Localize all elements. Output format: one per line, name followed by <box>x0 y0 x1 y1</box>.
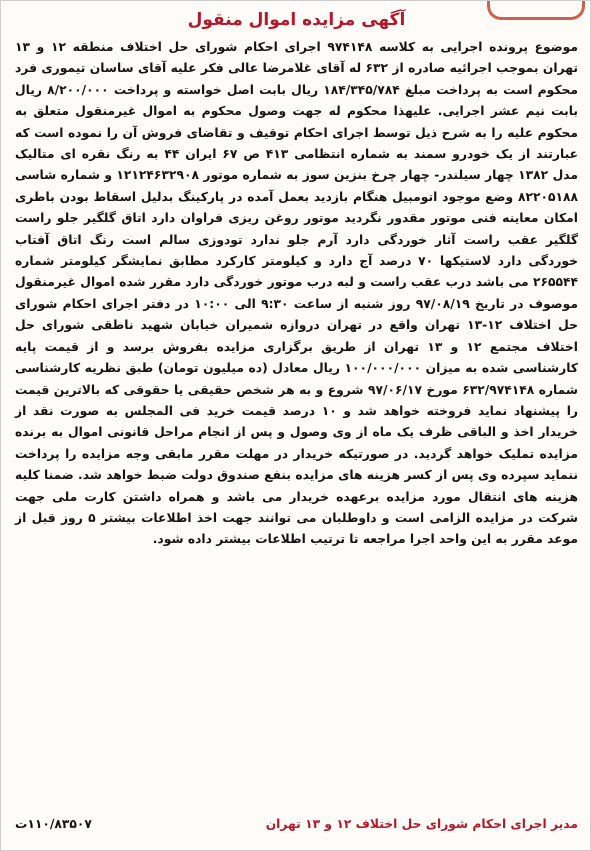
signature-line: مدیر اجرای احکام شورای حل اختلاف ۱۲ و ۱۳ تهران <box>265 817 578 831</box>
notice-body-paragraph: موضوع پرونده اجرایی به کلاسه ۹۷۴۱۴۸ اجرای احکام شورای حل اختلاف منطقه ۱۲ و ۱۳ تهران بموجب اجرائیه صادره از ۶۳۲ له آقای غلامرضا عالی فکر علیه آقای ساسان تیموری فرد محکوم است به پرداخت مبلغ ۱۸۴/۳۴۵/۷۸۴ ریال بابت اصل خواسته و پرداخت ۸/۲۰۰/۰۰۰ ریال بابت نیم عشر اجرایی. علیهذا محکوم له جهت وصول محکوم به اموال غیرمنقول متعلق به محکوم علیه را به شرح ذیل توسط اجرای احکام توقیف و تقاضای فروش آن را نموده است که عبارتند از یک خودرو سمند به شماره انتظامی ۴۱۳ ص ۶۷ ایران ۴۴ به رنگ نقره ای متالیک مدل ۱۳۸۲ چهار سیلندر- چهار چرخ بنزین سوز به شماره موتور ۱۲۱۲۴۶۳۲۹۰۸ و شماره شاسی ۸۲۲۰۵۱۸۸ وضع موجود اتومبیل هنگام بازدید بعمل آمده در پارکینگ بدلیل اسقاط بودن باطری امکان معاینه فنی موتور مقدور نگردید موتور روغن ریزی فراوان دارد اتاق گلگیر جلو راست گلگیر عقب راست آثار خوردگی دارد آرم جلو ندارد تودوزی سالم است رنگ اتاق آفتاب خوردگی دارد لاستیکها ۷۰ درصد آج دارد و کیلومتر کارکرد مطابق نمایشگر کیلومتر شماره ۲۶۵۵۴۴ می باشد درب عقب راست و لبه درب موتور خوردگی دارد مقرر شده اموال غیرمنقول موصوف در تاریخ ۹۷/۰۸/۱۹ روز شنبه از ساعت ۹:۳۰ الی ۱۰:۰۰ در دفتر اجرای احکام شورای حل اختلاف ۱۲-۱۳ تهران واقع در تهران دروازه شمیران خیابان شهید ناطقی شورای حل اختلاف مجتمع ۱۲ و ۱۳ تهران از طریق برگزاری مزایده بفروش برسد و از قیمت پایه کارشناسی شده به میزان ۱۰۰/۰۰۰/۰۰۰ ریال معادل (ده میلیون تومان) طبق نظریه کارشناسی شماره ۶۳۲/۹۷۴۱۴۸ مورخ ۹۷/۰۶/۱۷ شروع و به هر شخص حقیقی یا حقوقی که بالاترین قیمت را پیشنهاد نماید فروخته خواهد شد و ۱۰ درصد قیمت خرید فی المجلس به صورت نقد از خریدار اخذ و الباقی ظرف یک ماه از وی وصول و پس از انجام مراحل قانونی اموال به برنده مزایده تملیک خواهد گردید. در صورتیکه خریدار در مهلت مقرر مابقی وجه مزایده را پرداخت ننماید سپرده وی پس از کسر هزینه های مزایده بنفع صندوق دولت ضبط خواهد شد. ضمنا کلیه هزینه های انتقال مورد مزایده برعهده خریدار می باشد و همراه داشتن کارت ملی جهت شرکت در مزایده الزامی است و داوطلبان می توانند جهت اخذ اطلاعات بیشتر ۵ روز قبل از موعد مقرر به این واحد اجرا مراجعه تا ترتیب اطلاعات بیشتر داده شود. <box>15 40 579 547</box>
notice-code: ۱۱۰/۸۳۵۰۷ت <box>15 817 92 831</box>
notice-body <box>15 37 578 551</box>
notice-title: آگهی مزایده اموال منقول <box>187 10 406 30</box>
notice-footer <box>15 811 578 837</box>
